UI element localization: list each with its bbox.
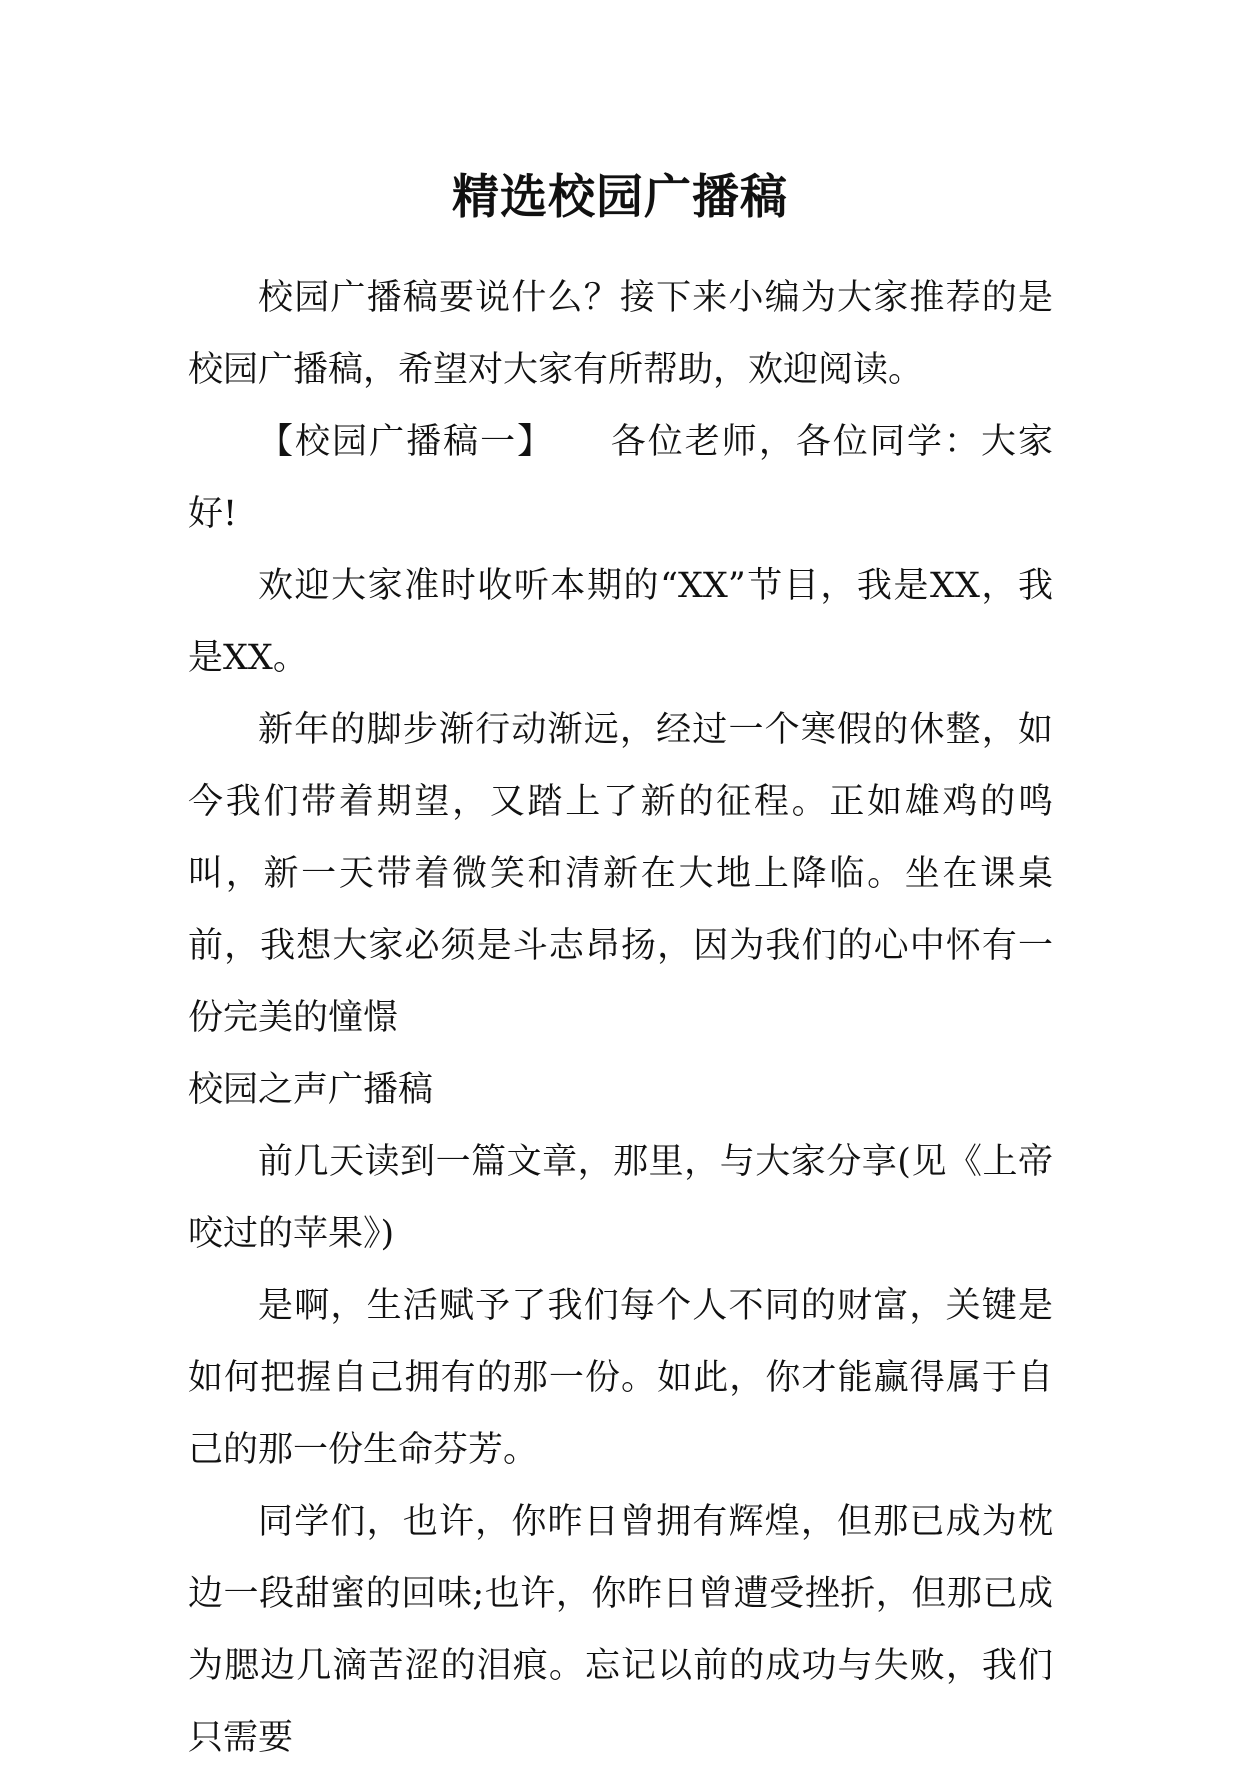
paragraph-life-wealth: 是啊，生活赋予了我们每个人不同的财富，关键是如何把握自己拥有的那一份。如此，你才能赢得属于自己的那一份生命芬芳。 <box>188 1286 1053 1470</box>
paragraph-article: 前几天读到一篇文章，那里，与大家分享(见《上帝咬过的苹果》) <box>188 1142 1053 1254</box>
paragraph-new-year: 新年的脚步渐行动渐远，经过一个寒假的休整，如今我们带着期望，又踏上了新的征程。正如雄鸡的鸣叫，新一天带着微笑和清新在大地上降临。坐在课桌前，我想大家必须是斗志昂扬，因为我们的心中怀有一份完美的憧憬 <box>188 710 1053 1038</box>
paragraph-section-heading: 【校园广播稿一】 各位老师，各位同学：大家好! <box>188 422 1053 534</box>
paragraph-intro: 校园广播稿要说什么？接下来小编为大家推荐的是校园广播稿，希望对大家有所帮助，欢迎阅读。 <box>188 278 1053 390</box>
paragraph-continuation: 校园之声广播稿 <box>188 1070 434 1110</box>
document-body <box>188 262 1053 1774</box>
document-title: 精选校园广播稿 <box>452 170 788 225</box>
paragraph-welcome: 欢迎大家准时收听本期的“XX”节目，我是XX，我是XX。 <box>188 566 1053 678</box>
paragraph-classmates: 同学们，也许，你昨日曾拥有辉煌，但那已成为枕边一段甜蜜的回味;也许，你昨日曾遭受挫折，但那已成为腮边几滴苦涩的泪痕。忘记以前的成功与失败，我们只需要 <box>188 1502 1053 1758</box>
